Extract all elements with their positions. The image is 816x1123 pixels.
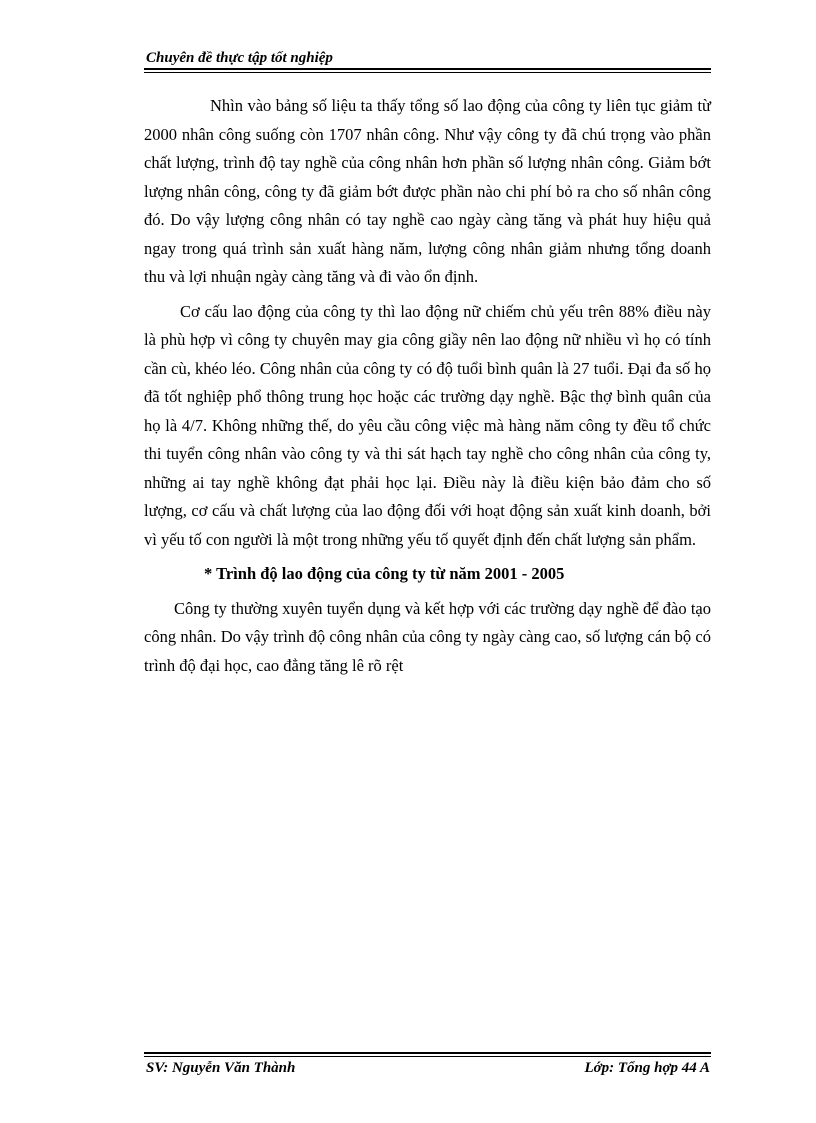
footer-student-name: SV: Nguyễn Văn Thành xyxy=(146,1060,296,1076)
header-rule-thin xyxy=(144,72,711,73)
footer-rule-thin xyxy=(144,1056,711,1057)
header-rule xyxy=(144,68,711,70)
footer-rule xyxy=(144,1052,711,1054)
section-heading: * Trình độ lao động của công ty từ năm 2001 - 2005 xyxy=(204,564,565,583)
footer-class: Lớp: Tổng hợp 44 A xyxy=(584,1060,710,1076)
paragraph-1: Nhìn vào bảng số liệu ta thấy tổng số lao động của công ty liên tục giảm từ 2000 nhân công suống còn 1707 nhân công. Như vậy công ty đã chú trọng vào phần chất lượng, trình độ tay nghề của công nhân hơn phần số lượng nhân công. Giảm bớt lượng nhân công, công ty đã giảm bớt được phần nào chi phí bỏ ra cho số nhân công đó. Do vậy lượng công nhân có tay nghề cao ngày càng tăng và phát huy hiệu quả ngay trong quá trình sản xuất hàng năm, lượng công nhân giảm nhưng tổng doanh thu và lợi nhuận ngày càng tăng và đi vào ổn định. xyxy=(144,96,711,286)
paragraph-2: Cơ cấu lao động của công ty thì lao động nữ chiếm chủ yếu trên 88% điều này là phù hợp vì công ty chuyên may gia công giầy nên lao động nữ nhiều vì họ có tính cần cù, khéo léo. Công nhân của công ty có độ tuổi bình quân là 27 tuổi. Đại đa số họ đã tốt nghiệp phổ thông trung học hoặc các trường dạy nghề. Bậc thợ bình quân của họ là 4/7. Không những thế, do yêu cầu công việc mà hàng năm công ty đều tổ chức thi tuyển công nhân vào công ty và thi sát hạch tay nghề cho công nhân của công ty, những ai tay nghề không đạt phải học lại. Điều này là điều kiện bảo đảm cho số lượng, cơ cấu và chất lượng của lao động đối với hoạt động sản xuất kinh doanh, bởi vì yếu tố con người là một trong những yếu tố quyết định đến chất lượng sản phẩm. xyxy=(144,301,711,549)
body-text xyxy=(144,92,711,680)
paragraph-3: Công ty thường xuyên tuyển dụng và kết hợp với các trường dạy nghề để đào tạo công nhân. Do vậy trình độ công nhân của công ty ngày càng cao, số lượng cán bộ có trình độ đại học, cao đẳng tăng lê rõ rệt xyxy=(144,598,711,675)
header-title: Chuyên đề thực tập tốt nghiệp xyxy=(146,50,333,66)
